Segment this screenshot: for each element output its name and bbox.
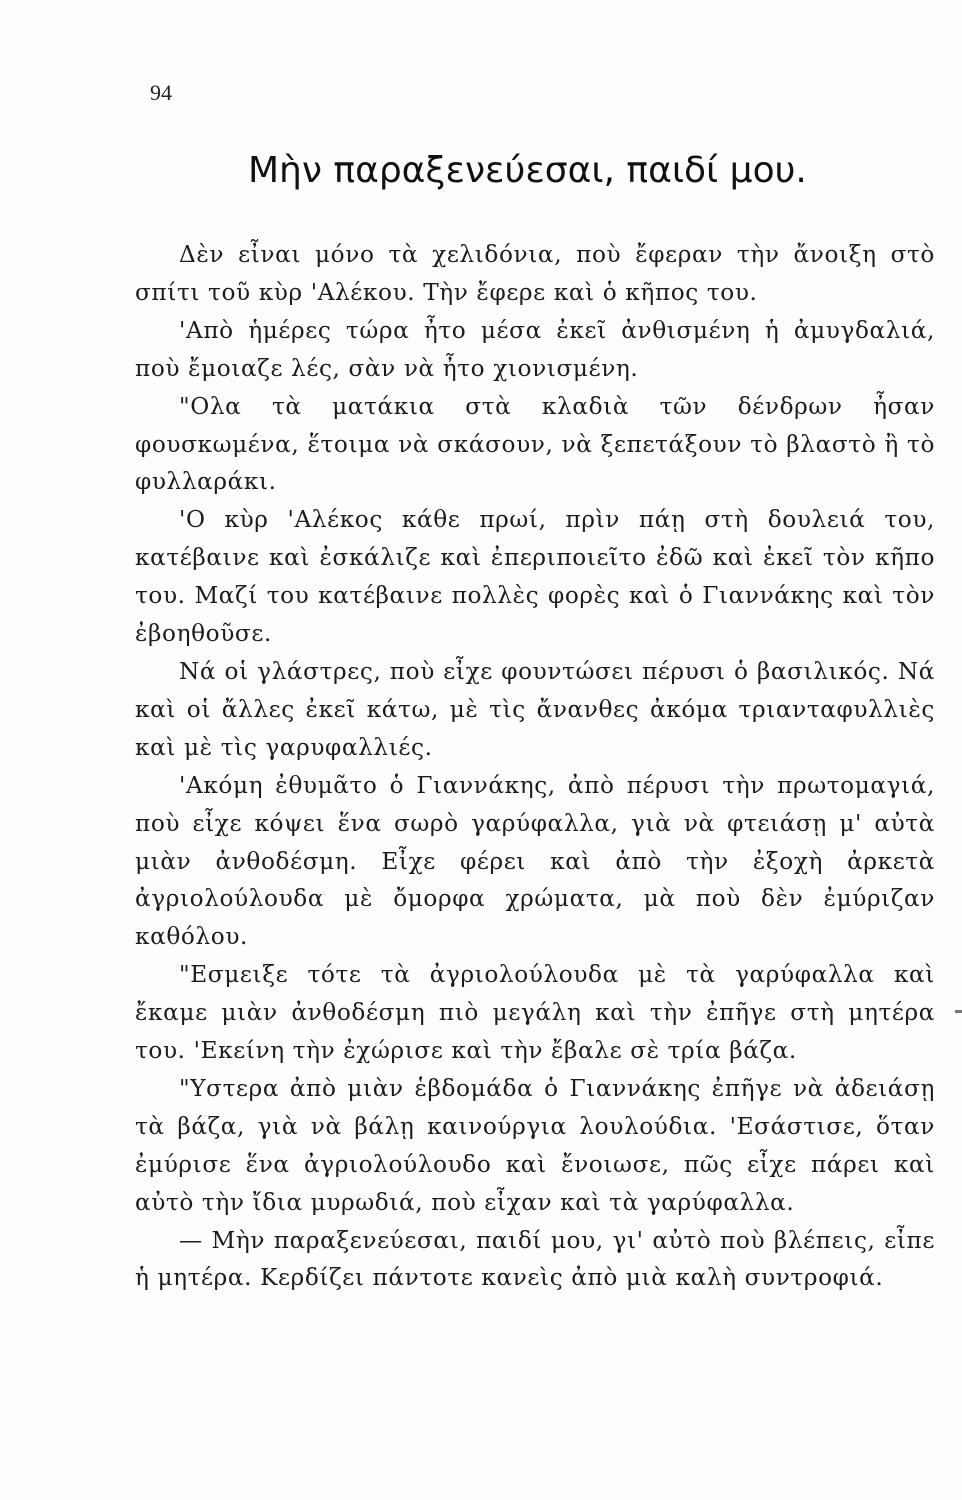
paragraph: 'Ο κὺρ 'Αλέκος κάθε πρωί, πρὶν πάῃ στὴ δουλειά του, κατέβαινε καὶ ἐσκάλιζε καὶ ἐπεριποιεῖτο ἐδῶ καὶ ἐκεῖ τὸν κῆπο του. Μαζί του κατέβαινε πολλὲς φορὲς καὶ ὁ Γιαννάκης καὶ τὸν ἐβοηθοῦσε. [135,506,935,648]
paragraph: — Μὴν παραξενεύεσαι, παιδί μου, γι' αὐτὸ ποὺ βλέπεις, εἶπε ἡ μητέρα. Κερδίζει πάντοτε κανεὶς ἀπὸ μιὰ καλὴ συντροφιά. [135,1226,935,1292]
body-text [135,236,935,1297]
paragraph: "Εσμειξε τότε τὰ ἀγριολούλουδα μὲ τὰ γαρύφαλλα καὶ ἔκαμε μιὰν ἀνθοδέσμη πιὸ μεγάλη καὶ τὴν ἐπῆγε στὴ μητέρα του. 'Εκείνη τὴν ἐχώρισε καὶ τὴν ἔβαλε σὲ τρία βάζα. [135,961,935,1065]
paragraph: "Υστερα ἀπὸ μιὰν ἑβδομάδα ὁ Γιαννάκης ἐπῆγε νὰ ἀδειάσῃ τὰ βάζα, γιὰ νὰ βάλῃ καινούργια λουλούδια. 'Εσάστισε, ὅταν ἐμύρισε ἕνα ἀγριολούλουδο καὶ ἔνοιωσε, πῶς εἶχε πάρει καὶ αὐτὸ τὴν ἴδια μυρωδιά, ποὺ εἶχαν καὶ τὰ γαρύφαλλα. [135,1074,935,1216]
chapter-title: Μὴν παραξενεύεσαι, παιδί μου. [248,150,807,191]
paragraph: "Ολα τὰ ματάκια στὰ κλαδιὰ τῶν δένδρων ἦσαν φουσκωμένα, ἕτοιμα νὰ σκάσουν, νὰ ξεπετάξουν τὸ βλαστὸ ἢ τὸ φυλλαράκι. [135,392,935,496]
page-number: 94 [150,80,172,105]
paragraph: Δὲν εἶναι μόνο τὰ χελιδόνια, ποὺ ἔφεραν τὴν ἄνοιξη στὸ σπίτι τοῦ κὺρ 'Αλέκου. Τὴν ἔφερε καὶ ὁ κῆπος του. [135,241,935,306]
paragraph: Νά οἱ γλάστρες, ποὺ εἶχε φουντώσει πέρυσι ὁ βασιλικός. Νά καὶ οἱ ἄλλες ἐκεῖ κάτω, μὲ τὶς ἄνανθες ἀκόμα τριανταφυλλιὲς καὶ μὲ τὶς γαρυφαλλιές. [135,657,935,761]
margin-mark [955,1010,962,1013]
paragraph: 'Ακόμη ἐθυμᾶτο ὁ Γιαννάκης, ἀπὸ πέρυσι τὴν πρωτομαγιά, ποὺ εἶχε κόψει ἕνα σωρὸ γαρύφαλλα, γιὰ νὰ φτειάσῃ μ' αὐτὰ μιὰν ἀνθοδέσμη. Εἶχε φέρει καὶ ἀπὸ τὴν ἐξοχὴ ἀρκετὰ ἀγριολούλουδα μὲ ὄμορφα χρώματα, μὰ ποὺ δὲν ἐμύριζαν καθόλου. [135,771,935,951]
paragraph: 'Απὸ ἡμέρες τώρα ἦτο μέσα ἐκεῖ ἀνθισμένη ἡ ἀμυγδαλιά, ποὺ ἔμοιαζε λές, σὰν νὰ ἦτο χιονισμένη. [135,316,935,382]
